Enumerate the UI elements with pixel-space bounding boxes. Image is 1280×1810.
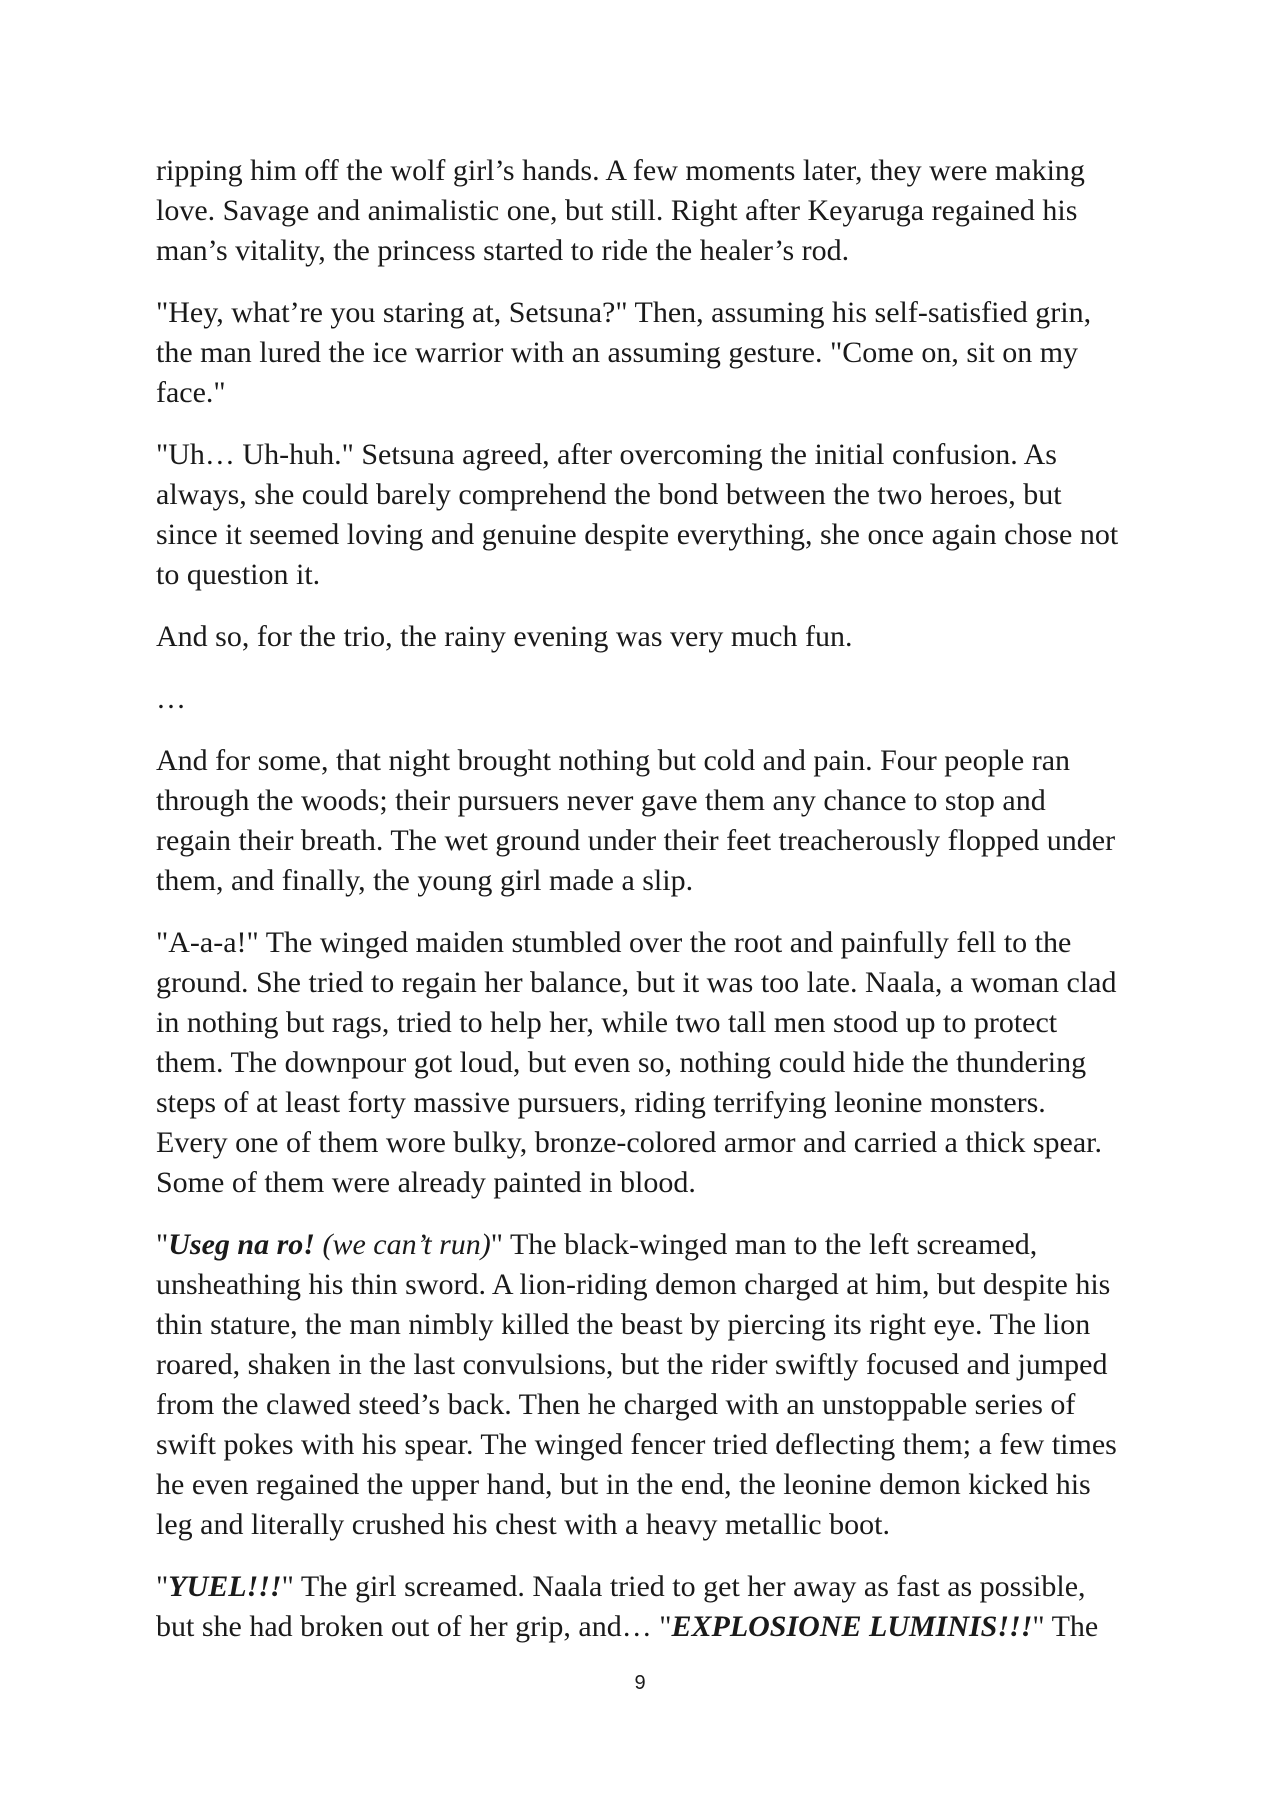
paragraph-1 [156, 151, 1146, 271]
ellipsis-separator: … [156, 682, 186, 715]
text-run: but she had broken out of her grip, and… " [156, 1610, 672, 1643]
text-line: man’s vitality, the princess started to ride the healer’s rod. [156, 234, 850, 267]
text-run: " The black-winged man to the left screamed, [490, 1228, 1038, 1261]
text-line: regain their breath. The wet ground under their feet treacherously flopped under [156, 824, 1116, 857]
text-line: from the clawed steed’s back. Then he charged with an unstoppable series of [156, 1388, 1076, 1421]
text-line: the man lured the ice warrior with an assuming gesture. "Come on, sit on my [156, 336, 1079, 369]
quote-mark: " [156, 1228, 169, 1261]
text-line: he even regained the upper hand, but in the end, the leonine demon kicked his [156, 1468, 1091, 1501]
text-line: Every one of them wore bulky, bronze-colored armor and carried a thick spear. [156, 1126, 1102, 1159]
text-line: always, she could barely comprehend the bond between the two heroes, but [156, 478, 1062, 511]
paragraph-7 [156, 1225, 1146, 1545]
text-line: "A-a-a!" The winged maiden stumbled over the root and painfully fell to the [156, 926, 1072, 959]
paragraph-3 [156, 435, 1146, 595]
shout-text: YUEL!!! [168, 1570, 282, 1603]
text-line: since it seemed loving and genuine despite everything, she once again chose not [156, 518, 1119, 551]
text-line: to question it. [156, 558, 321, 591]
text-line: leg and literally crushed his chest with a heavy metallic boot. [156, 1508, 890, 1541]
text-line: thin stature, the man nimbly killed the beast by piercing its right eye. The lion [156, 1308, 1091, 1341]
paragraph-4 [156, 617, 1146, 657]
text-line: roared, shaken in the last convulsions, but the rider swiftly focused and jumped [156, 1348, 1108, 1381]
text-line: "Uh… Uh-huh." Setsuna agreed, after overcoming the initial confusion. As [156, 438, 1057, 471]
paragraph-5 [156, 741, 1146, 901]
text-line: face." [156, 376, 226, 409]
text-line: swift pokes with his spear. The winged fencer tried deflecting them; a few times [156, 1428, 1117, 1461]
text-line [156, 1607, 1146, 1647]
scene-break [156, 679, 1146, 719]
text-line: And for some, that night brought nothing but cold and pain. Four people ran [156, 744, 1071, 777]
text-line: "Hey, what’re you staring at, Setsuna?" Then, assuming his self-satisfied grin, [156, 296, 1092, 329]
text-line: them, and finally, the young girl made a slip. [156, 864, 694, 897]
translation-note: (we can’t run) [314, 1228, 491, 1261]
text-line [156, 1567, 1146, 1607]
quote-mark: " [156, 1570, 169, 1603]
paragraph-2 [156, 293, 1146, 413]
text-line: unsheathing his thin sword. A lion-riding demon charged at him, but despite his [156, 1268, 1111, 1301]
text-line: through the woods; their pursuers never gave them any chance to stop and [156, 784, 1046, 817]
foreign-phrase: Useg na ro! [168, 1228, 315, 1261]
text-line [156, 1225, 1146, 1265]
text-line: ripping him off the wolf girl’s hands. A few moments later, they were making [156, 154, 1085, 187]
text-line: them. The downpour got loud, but even so, nothing could hide the thundering [156, 1046, 1087, 1079]
text-line: ground. She tried to regain her balance, but it was too late. Naala, a woman clad [156, 966, 1117, 999]
body-text [156, 151, 1146, 1669]
paragraph-8 [156, 1567, 1146, 1647]
text-run: " The girl screamed. Naala tried to get her away as fast as possible, [281, 1570, 1086, 1603]
text-run: " The [1032, 1610, 1099, 1643]
paragraph-6 [156, 923, 1146, 1203]
text-line: in nothing but rags, tried to help her, while two tall men stood up to protect [156, 1006, 1058, 1039]
text-line: steps of at least forty massive pursuers, riding terrifying leonine monsters. [156, 1086, 1046, 1119]
text-line: love. Savage and animalistic one, but still. Right after Keyaruga regained his [156, 194, 1078, 227]
text-line: And so, for the trio, the rainy evening was very much fun. [156, 620, 853, 653]
text-line: Some of them were already painted in blood. [156, 1166, 696, 1199]
page-number: 9 [634, 1672, 646, 1694]
spell-name: EXPLOSIONE LUMINIS!!! [671, 1610, 1033, 1643]
